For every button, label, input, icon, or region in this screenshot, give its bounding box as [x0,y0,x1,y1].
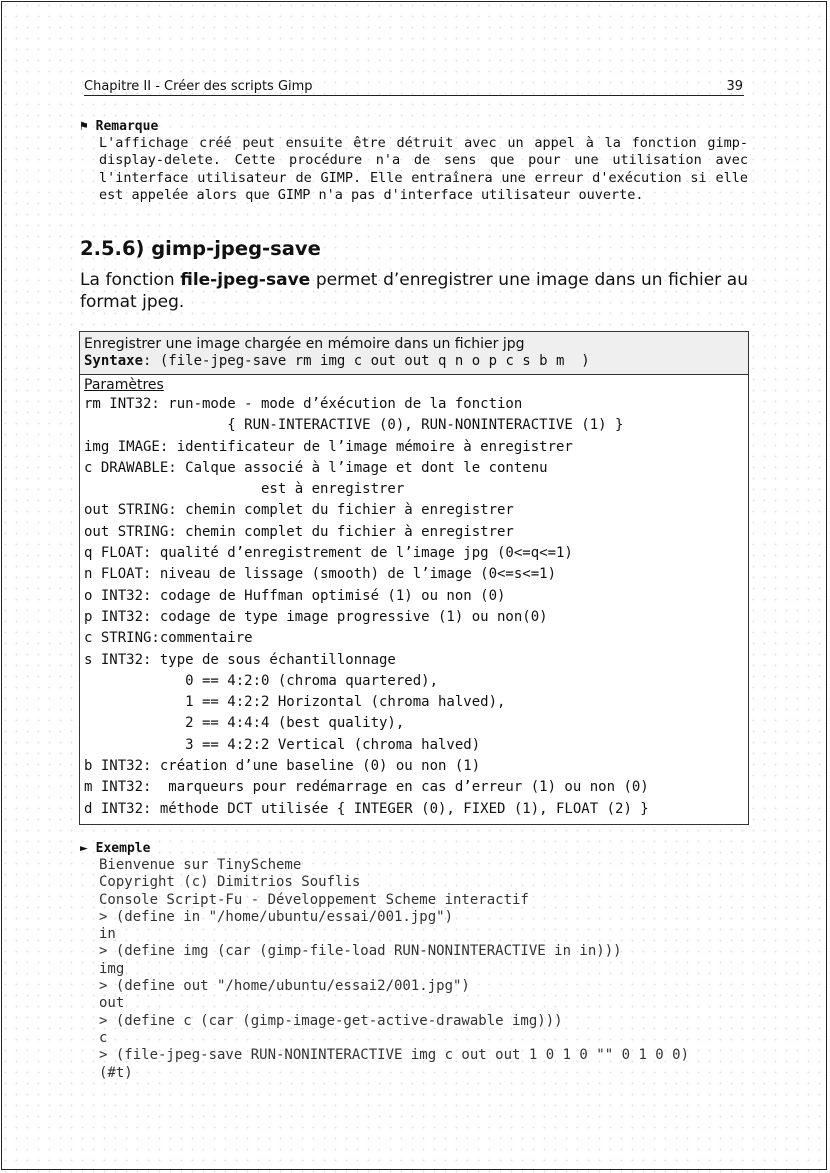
console-line: > (define img (car (gimp-file-load RUN-NONINTERACTIVE in in))) [99,943,622,960]
example-title: Exemple [95,841,151,856]
param-line: est à enregistrer [84,481,405,498]
console-line: > (define in "/home/ubuntu/essai/001.jpg") [99,908,454,925]
syntax-box [79,331,749,825]
page-number: 39 [726,79,743,94]
remark-title: Remarque [95,119,159,134]
param-line: o INT32: codage de Huffman optimisé (1) ou non (0) [84,587,506,604]
param-line: b INT32: création d’une baseline (0) ou non (1) [84,758,481,775]
function-name: file-jpeg-save [180,270,311,290]
triangle-right-icon: ► [80,841,88,856]
syntax-caption: Enregistrer une image chargée en mémoire dans un fichier jpg [84,336,525,352]
example-console [99,857,748,1082]
console-line: (#t) [99,1064,133,1081]
chapter-title: Chapitre II - Créer des scripts Gimp [84,79,313,94]
param-line: out STRING: chemin complet du fichier à enregistrer [84,523,514,540]
intro-paragraph [80,269,748,313]
console-line: out [99,995,125,1012]
console-line: in [99,926,116,943]
param-line: q FLOAT: qualité d’enregistrement de l’image jpg (0<=q<=1) [84,545,573,562]
param-line: 0 == 4:2:0 (chroma quartered), [84,672,439,689]
remark-text: L'affichage créé peut ensuite être détruit avec un appel à la fonction gimp-display-delete. Cette procédure n'a de sens que pour une utilisation avec l'interface utilisateur de GIMP. Elle entraînera une erreur d'exécution si elle est appelée alors que GIMP n'a pas d'interface utilisateur ouverte. [99,135,748,203]
param-line: img IMAGE: identificateur de l’image mémoire à enregistrer [84,438,573,455]
console-line: Console Script-Fu - Développement Scheme interactif [99,891,529,908]
section-title: 2.5.6) gimp-jpeg-save [80,237,321,260]
console-line: Copyright (c) Dimitrios Souflis [99,874,361,891]
syntax-signature: : (file-jpeg-save rm img c out out q n o p c s b m ) [143,353,590,369]
parameters-title: Paramètres [84,377,164,393]
parameters-section [80,375,748,820]
example-title-row [80,840,748,857]
param-line: 2 == 4:4:4 (best quality), [84,715,405,732]
syntax-box-header [80,332,748,375]
intro-before: La fonction [80,270,181,290]
page-header [84,79,744,96]
param-line: d INT32: méthode DCT utilisée { INTEGER (0), FIXED (1), FLOAT (2) } [84,800,649,817]
example-section [80,840,748,1082]
param-line: p INT32: codage de type image progressive (1) ou non(0) [84,608,548,625]
remark-title-row [80,118,748,135]
console-line: c [99,1029,108,1046]
flag-icon: ⚑ [80,119,88,134]
param-line: s INT32: type de sous échantillonnage [84,651,396,668]
param-line: n FLOAT: niveau de lissage (smooth) de l’image (0<=s<=1) [84,566,557,583]
param-line: 3 == 4:2:2 Vertical (chroma halved) [84,736,481,753]
remark-note [80,118,748,204]
console-line: > (define out "/home/ubuntu/essai2/001.jpg") [99,978,470,995]
console-line: > (define c (car (gimp-image-get-active-drawable img))) [99,1012,563,1029]
param-line: rm INT32: run-mode - mode d’éxécution de la fonction [84,396,523,412]
param-line: 1 == 4:2:2 Horizontal (chroma halved), [84,694,506,711]
param-line: c STRING:commentaire [84,630,253,647]
param-line: { RUN-INTERACTIVE (0), RUN-NONINTERACTIVE (1) } [84,417,624,434]
syntax-line [84,353,744,370]
console-line: img [99,960,125,977]
param-line: out STRING: chemin complet du fichier à enregistrer [84,502,514,519]
param-line: m INT32: marqueurs pour redémarrage en cas d’erreur (1) ou non (0) [84,779,649,796]
console-line: Bienvenue sur TinyScheme [99,857,302,873]
syntax-label: Syntaxe [84,353,144,369]
param-line: c DRAWABLE: Calque associé à l’image et dont le contenu [84,459,548,476]
parameters-list [84,394,744,820]
intro-after: permet d’enregistrer une image dans un fichier au format jpeg. [80,270,748,312]
console-line: > (file-jpeg-save RUN-NONINTERACTIVE img c out out 1 0 1 0 "" 0 1 0 0) [99,1047,690,1064]
